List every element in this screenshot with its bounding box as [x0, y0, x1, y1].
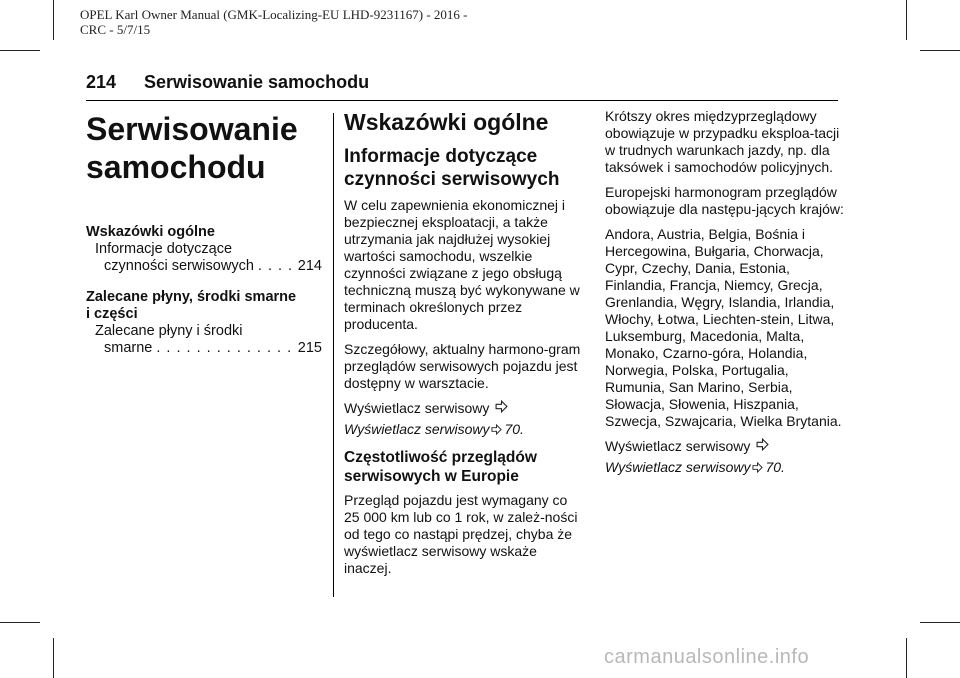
arrow-reference-icon	[495, 400, 508, 413]
print-metadata-line: OPEL Karl Owner Manual (GMK-Localizing-EU LHD-9231167) - 2016 -	[80, 7, 468, 22]
subsubsection-title-line: serwisowych w Europie	[344, 468, 519, 485]
subsection-title-line: czynności serwisowych	[344, 169, 560, 190]
crop-mark	[53, 0, 54, 40]
toc-heading[interactable]: Wskazówki ogólne	[86, 224, 215, 240]
running-head	[86, 72, 838, 93]
toc-heading-line: i części	[86, 306, 138, 322]
crop-mark	[906, 638, 907, 678]
subsection-title	[344, 145, 584, 191]
watermark-text: carmanualsonline.info	[604, 646, 810, 668]
subsubsection-title	[344, 448, 584, 486]
print-metadata	[80, 7, 468, 37]
section-title: Wskazówki ogólne	[344, 109, 549, 135]
paragraph: Andora, Austria, Belgia, Bośnia i Hercegowina, Bułgaria, Chorwacja, Cypr, Czechy, Dania, Estonia, Finlandia, Francja, Niemcy, Grecja, Grenlandia, Węgry, Islandia, Irlandia, Włochy, Łotwa, Liechten-stein, Litwa, Luksemburg, Macedonia, Malta, Monako, Czarno-góra, Holandia, Norwegia, Polska, Portugalia, Rumunia, San Marino, Serbia, Słowacja, Słowenia, Hiszpania, Szwecja, Szwajcaria, Wielka Brytania.	[605, 226, 842, 429]
page-number: 214	[86, 72, 117, 92]
crop-mark	[906, 0, 907, 40]
running-head-title: Serwisowanie samochodu	[144, 72, 370, 92]
chapter-title-line: samochodu	[86, 149, 266, 185]
print-metadata-line: CRC - 5/7/15	[80, 22, 151, 37]
toc-entry-label: Zalecane płyny i środki	[95, 323, 243, 339]
cross-reference-label: Wyświetlacz serwisowy	[605, 438, 751, 454]
subsection-title-line: Informacje dotyczące	[344, 146, 538, 167]
subsubsection-title-line: Częstotliwość przeglądów	[344, 449, 537, 466]
crop-mark	[0, 50, 40, 51]
toc-entry[interactable]	[86, 241, 322, 275]
toc-entry[interactable]	[86, 323, 322, 357]
cross-reference-label: Wyświetlacz serwisowy	[344, 400, 490, 416]
header-rule	[86, 100, 838, 101]
cross-reference-line	[605, 438, 845, 455]
chapter-title	[86, 110, 322, 186]
toc-entry-label: smarne	[104, 340, 153, 356]
cross-reference-line	[344, 400, 584, 417]
toc-entry-label: Informacje dotyczące	[95, 241, 233, 257]
toc-leader	[254, 258, 298, 275]
paragraph: Przegląd pojazdu jest wymagany co 25 000 km lub co 1 rok, w zależ-ności od tego co nastąpi prędzej, chyba że wyświetlacz serwisowy wskaże inaczej.	[344, 492, 578, 576]
arrow-reference-icon	[756, 438, 769, 451]
paragraph: Krótszy okres międzyprzeglądowy obowiązuje w przypadku eksploa-tacji w trudnych warunkach jazdy, np. dla taksówek i samochodów policyjnych.	[605, 108, 840, 175]
crop-mark	[920, 622, 960, 623]
arrow-reference-icon	[752, 462, 763, 473]
toc-page-number: 215	[297, 340, 322, 356]
toc-leader	[152, 340, 297, 357]
cross-reference-link[interactable]	[605, 459, 845, 476]
crop-mark	[920, 50, 960, 51]
paragraph: Europejski harmonogram przeglądów obowiązuje dla następu-jących krajów:	[605, 184, 844, 217]
toc-heading-line: Zalecane płyny, środki smarne	[86, 289, 297, 305]
cross-reference-target[interactable]: Wyświetlacz serwisowy	[605, 459, 751, 475]
crop-mark	[53, 638, 54, 678]
toc-heading[interactable]	[86, 289, 322, 323]
content-column-right	[605, 108, 845, 484]
column-separator	[333, 113, 334, 597]
cross-reference-page[interactable]: 70.	[765, 459, 785, 475]
paragraph: W celu zapewnienia ekonomicznej i bezpiecznej eksploatacji, a także utrzymania jak najdłużej wysokiej wartości samochodu, wszelkie czynności związane z jego obsługą techniczną muszą być wykonywane w terminach określonych przez producenta.	[344, 197, 580, 332]
toc-page-number: 214	[297, 258, 322, 274]
paragraph: Szczegółowy, aktualny harmono-gram przeglądów serwisowych pojazdu jest dostępny w warsztacie.	[344, 341, 581, 391]
arrow-reference-icon	[491, 424, 502, 435]
crop-mark	[0, 622, 40, 623]
content-column-middle	[344, 108, 584, 585]
cross-reference-target[interactable]: Wyświetlacz serwisowy	[344, 421, 490, 437]
cross-reference-link[interactable]	[344, 421, 584, 438]
chapter-title-line: Serwisowanie	[86, 111, 298, 147]
chapter-toc-column	[86, 108, 322, 357]
cross-reference-page[interactable]: 70.	[504, 421, 524, 437]
toc-entry-label: czynności serwisowych	[104, 258, 254, 274]
